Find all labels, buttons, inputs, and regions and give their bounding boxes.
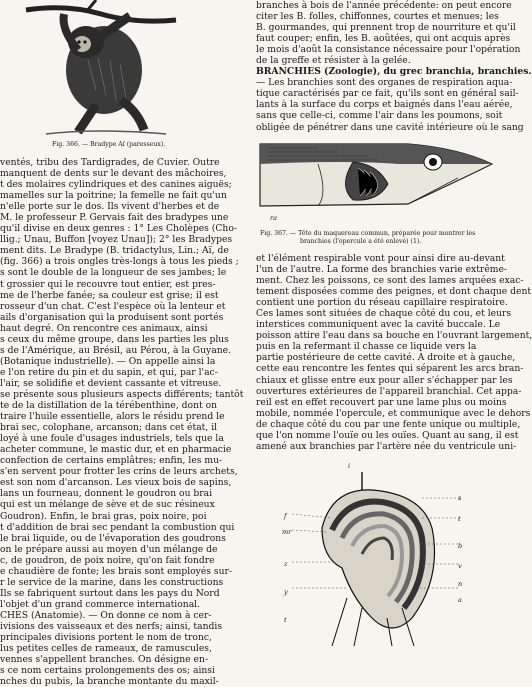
text-line: principales divisions portent le nom de tronc,	[0, 632, 212, 644]
text-line: BRANCHIES (Zoologie), du grec branchia, branchies.	[256, 66, 532, 78]
text-line: l'air, se solidifie et devient cassante et vitreuse.	[0, 377, 222, 389]
text-line: (fig. 366) a trois ongles très-longs à tous les pieds ;	[0, 256, 239, 268]
fish-caption-line-2: branchies (l'opercule a été enlevé) (1).	[300, 238, 422, 245]
text-line: qui est un mélange de sève et de suc résineux	[0, 499, 215, 511]
text-line: amené aux branchies par l'artère née du ventricule uni-	[256, 440, 517, 452]
text-line: ment dits. Le Bradype (B. tridactylus, Lin.; Aï, de	[0, 245, 229, 257]
gill-label-z: z	[284, 560, 288, 568]
text-line: acheter commune, le mastic dur, et en pharmacie	[0, 444, 232, 456]
text-line: cette eau rencontre les fentes qui séparent les arcs bran-	[256, 363, 524, 375]
text-line: — Les branchies sont des organes de respiration aqua-	[256, 77, 513, 89]
text-line: est son nom d'arcanson. Les vieux bois de sapins,	[0, 477, 232, 489]
text-line: ivisions des vaisseaux et des nerfs; ainsi, tandis	[0, 620, 223, 632]
text-line: lus petites celles de rameaux, de ramuscules,	[0, 643, 212, 655]
text-line: citer les B. folles, chiffonnes, courtes et menues; les	[256, 11, 499, 23]
left-text-column	[0, 157, 246, 687]
text-line: contient une portion du réseau capillaire respiratoire.	[256, 297, 508, 309]
text-line: de chaque côté du cou par une fente unique ou multiple,	[256, 418, 521, 430]
mackerel-head-illustration	[258, 134, 494, 224]
text-line: te de la distillation de la térébenthine, dont on	[0, 400, 218, 412]
text-line: llig.; Unau, Buffon [voyez Unau]); 2° les Bradypes	[0, 234, 233, 246]
text-line: ouvertures extérieures de l'appareil branchial. Cet appa-	[256, 385, 522, 397]
text-line: Ils se fabriquent surtout dans les pays du Nord	[0, 587, 220, 599]
text-line: rosseur d'un chat. C'est l'espèce où la lenteur et	[0, 300, 226, 312]
text-line: t grossier qui le recouvre tout entier, est pres-	[0, 278, 216, 290]
text-line: t des molaires cylindriques et des canines aiguës;	[0, 179, 232, 191]
text-line: partie postérieure de cette cavité. A droite et à gauche,	[256, 352, 516, 364]
sloth-caption: Fig. 366. — Bradype Aï (paresseux).	[52, 141, 166, 148]
gill-label-v: v	[458, 562, 462, 570]
gill-label-n: n	[458, 580, 463, 588]
text-line: brai sec, colophane, arcanson; dans cet état, il	[0, 422, 218, 434]
text-line: r le service de la marine, dans les constructions	[0, 576, 224, 588]
text-line: ment. Chez les poissons, ce sont des lames arquées exac-	[256, 275, 524, 287]
text-line: qu'il divise en deux genres : 1° Les Cholèpes (Cho-	[0, 223, 237, 235]
text-line: s ceux du même groupe, dans les parties les plus	[0, 333, 229, 345]
text-line: puis en la refermant il chasse ce liquide vers la	[256, 341, 477, 353]
text-line: tique caractérisés par ce fait, qu'ils sont en général sail-	[256, 88, 519, 100]
text-line: n'elle porte sur le dos. Ils vivent d'herbes et de	[0, 201, 220, 213]
text-line: B. gourmandes, qui prennent trop de nourriture et qu'il	[256, 22, 516, 34]
text-line: s de l'Amérique, au Brésil, au Pérou, à la Guyane.	[0, 344, 231, 356]
text-line: Ces lames sont situées de chaque côté du cou, et leurs	[256, 308, 512, 320]
gill-label-t-bottom: t	[284, 616, 287, 624]
right-text-column-top	[256, 0, 532, 133]
text-line: haut degré. On rencontre ces animaux, ainsi	[0, 322, 208, 334]
text-line: t d'addition de brai sec pendant la combustion qui	[0, 521, 235, 533]
text-line: CHES (Anatomie). — On donne ce nom à cer-	[0, 609, 212, 621]
gill-label-a: a	[458, 596, 462, 604]
text-line: manquent de dents sur le devant des mâchoires,	[0, 168, 227, 180]
text-line: ventés, tribu des Tardigrades, de Cuvier. Outre	[0, 157, 220, 168]
gill-label-s: s	[458, 494, 462, 502]
text-line: reil est en effet recouvert par une lame plus ou moins	[256, 396, 507, 408]
text-line: s ce nom certains prolongements des os; ainsi	[0, 665, 215, 677]
text-line: mamelles sur la poitrine; la femelle ne fait qu'un	[0, 190, 227, 202]
gill-arches-illustration	[292, 468, 462, 648]
text-line: tement disposées comme des peignes, et dont chaque dent	[256, 286, 532, 298]
text-line: et l'élément respirable vont pour ainsi dire au-devant	[256, 253, 505, 264]
text-line: faut couper; enfin, les B. aoûtées, qui ont acquis après	[256, 33, 511, 45]
text-line: nches du pubis, la branche montante du maxil-	[0, 676, 219, 687]
text-line: Goudron). Enfin, le brai gras, poix noire, poi	[0, 510, 207, 522]
text-line: l'un de l'autre. La forme des branchies varie extrême-	[256, 264, 508, 276]
text-line: lants à la surface du corps et baignés dans l'eau aérée,	[256, 99, 513, 111]
text-line: le brai liquide, ou de l'évaporation des goudrons	[0, 532, 226, 544]
text-line: s'en servent pour frotter les crins de leurs archets,	[0, 466, 238, 478]
text-line: sans que celle-ci, comme l'air dans les poumons, soit	[256, 110, 503, 122]
text-line: (Botanique industrielle). — On appelle ainsi la	[0, 355, 216, 367]
gill-label-f: f	[284, 512, 287, 520]
text-line: vennes s'appellent branches. On désigne en-	[0, 654, 208, 666]
text-line: traire l'huile essentielle, alors le résidu prend le	[0, 411, 225, 423]
text-line: s sont le double de la longueur de ses jambes; le	[0, 267, 227, 279]
text-line: interstices communiquent avec la cavité buccale. Le	[256, 319, 501, 331]
text-line: que l'on nomme l'ouïe ou les ouïes. Quant au sang, il est	[256, 429, 519, 441]
text-line: le mois d'août la consistance nécessaire pour l'opération	[256, 44, 521, 56]
text-line: loyé à une foule d'usages industriels, tels que la	[0, 433, 224, 445]
text-line: de la greffe et résister à la gelée.	[256, 55, 411, 67]
figure-label-ra: ra	[270, 214, 277, 222]
text-line: e chaudière de fonte; les brais sont employés sur-	[0, 565, 233, 577]
gill-label-mr: mr	[282, 528, 292, 536]
text-line: se présente sous plusieurs aspects différents; tantôt	[0, 388, 244, 400]
text-line: obligée de pénétrer dans une cavité intérieure où le sang	[256, 121, 524, 133]
text-line: me de l'herbe fanée; sa couleur est grise; il est	[0, 289, 219, 301]
text-line: on le prépare aussi au moyen d'un mélange de	[0, 543, 218, 555]
text-line: M. le professeur P. Gervais fait des bradypes une	[0, 212, 229, 224]
text-line: confection de certains emplâtres; enfin, les mu-	[0, 455, 223, 467]
right-text-column-middle	[256, 253, 532, 452]
text-line: lans un fourneau, donnent le goudron ou brai	[0, 488, 213, 500]
sloth-illustration	[26, 0, 176, 138]
fish-caption-line-1: Fig. 367. — Tête du maquereau commun, préparée pour montrer les	[260, 230, 476, 237]
gill-label-b: b	[458, 542, 463, 550]
text-line: c, de goudron, de poix noire, qu'on fait fondre	[0, 554, 215, 566]
gill-label-t: t	[458, 515, 461, 523]
text-line: poisson attire l'eau dans sa bouche en l'ouvrant largement,	[256, 330, 532, 342]
text-line: e l'on retire du pin et du sapin, et qui, par l'ac-	[0, 366, 218, 378]
gill-label-i: i	[348, 462, 351, 470]
text-line: branches à bois de l'année précédente: on peut encore	[256, 0, 512, 11]
gill-label-y: y	[284, 588, 288, 596]
text-line: mobile, nommée l'opercule, et communique avec le dehors	[256, 407, 531, 419]
text-line: chiaux et glisse entre eux pour aller s'échapper par les	[256, 374, 513, 386]
text-line: l'objet d'un grand commerce international.	[0, 598, 201, 610]
text-line: ails d'organisation qui la produisent sont portés	[0, 311, 224, 323]
